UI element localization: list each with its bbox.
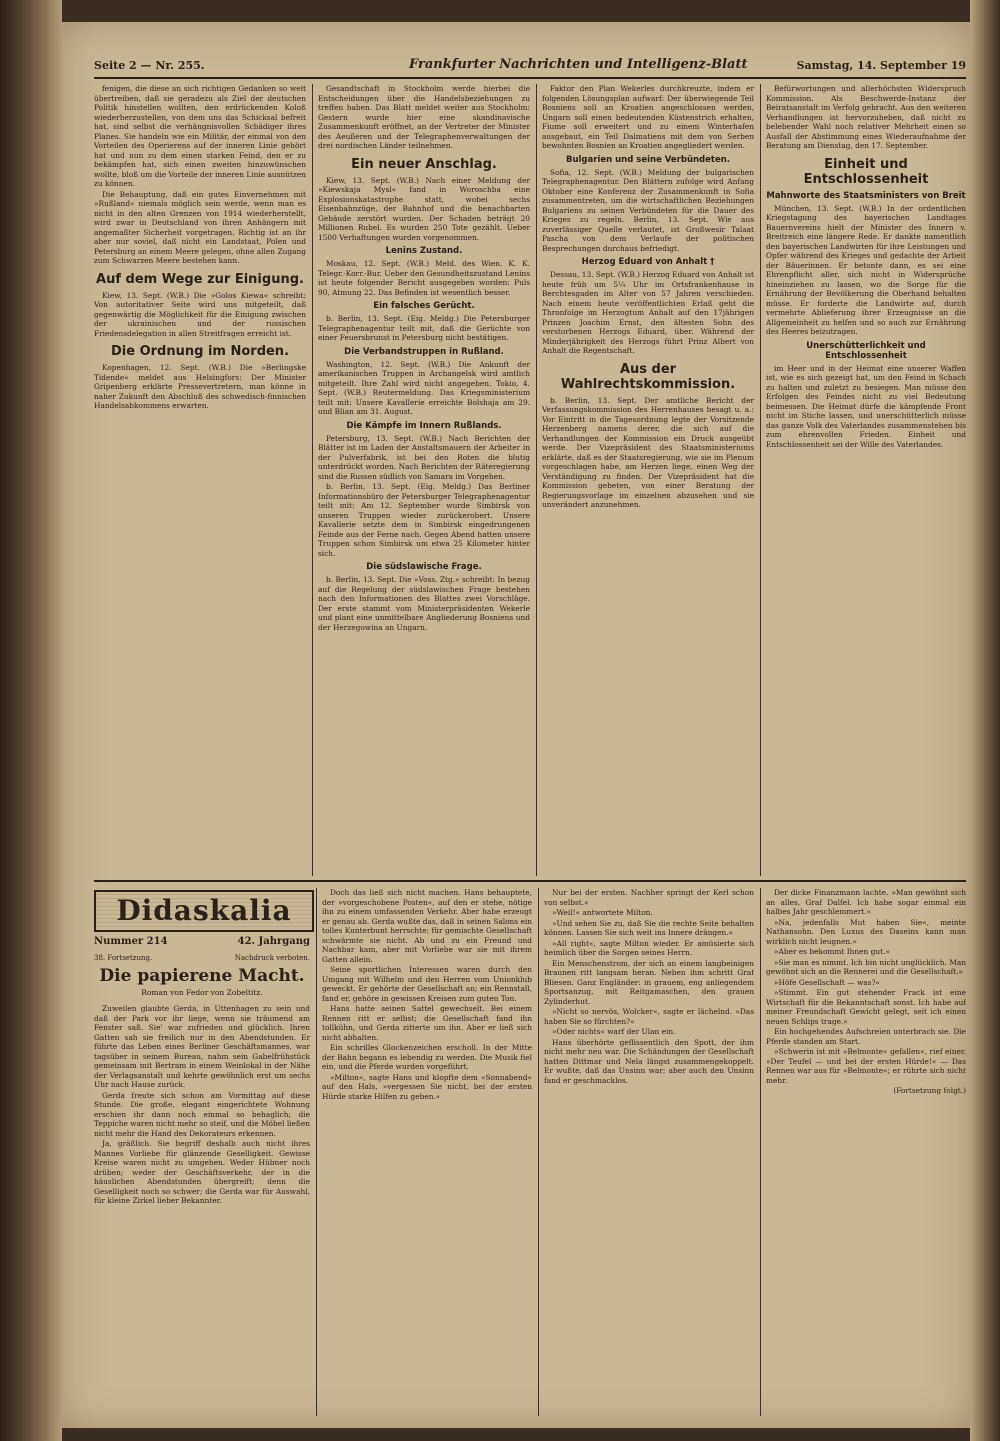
paragraph: »Und sehen Sie zu, daß Sie die rechte Seite behalten können. Lassen Sie sich weit ins Innere drängen.« xyxy=(544,918,754,937)
issue-number: Nummer 214 xyxy=(94,936,168,947)
paragraph: Faktor den Plan Wekerles durchkreuzte, indem er folgenden Lösungsplan aufwarf: Der überwiegende Teil Bosniens soll an Kroatien angeschlossen werden, Ungarn soll einen bedeutenden Küstenstrich erhalten, Fiume soll erweitert und zu einem Winterhafen ausgebaut, ein Teil Dalmatiens mit dem von Serben bewohnten Bosnien an Kroatien angegliedert werden. xyxy=(542,84,754,150)
column-1 xyxy=(94,84,306,876)
paragraph: Dessau, 13. Sept. (W.B.) Herzog Eduard von Anhalt ist heute früh um 5¼ Uhr im Ortsfrankenhause in Berchtesgaden im Alter von 57 Jahren verschieden. Nach einem heute veröffentlichten Erlaß geht die Thronfolge im Herzogtum Anhalt auf den 17jährigen Prinzen Joachim Ernst, den ältesten Sohn des verstorbenen Herzogs Eduard, über. Während der Minderjährigkeit des Herzogs führt Prinz Albert von Anhalt die Regentschaft. xyxy=(542,270,754,355)
paragraph: »Oder nichts« warf der Ulan ein. xyxy=(552,1027,676,1036)
novel-author: Roman von Fedor von Zobeltitz. xyxy=(141,988,263,997)
column-2 xyxy=(318,84,530,876)
headline-anschlag: Ein neuer Anschlag. xyxy=(351,156,497,172)
headline-einheit: Einheit und Entschlossenheit xyxy=(803,156,929,187)
paragraph: Ein schrilles Glockenzeichen erscholl. In der Mitte der Bahn begann es lebendig zu werden. Die Musik fiel ein, und die Pferde wurden vorgeführt. xyxy=(322,1043,532,1071)
paragraph: fenigen, die diese an sich richtigen Gedanken so weit übertreiben, daß sie geradezu als Ziel der deutschen Politik hinstellen wollten, den erdrückenden Koloß wiederherzustellen, von dem uns das Schicksal befreit hat, sind selbst die verhängnisvollen Schädiger ihres Planes. Sie handeln wie ein Militär, der einmal von den Vorteilen des Operierens auf der inneren Linie gehört hat und nun zu dem einen starken Feind, den er zu bekämpfen hat, sich einen zweiten hinzuwünschen wollte, bloß um die Vorteile der inneren Linie ausnützen zu können. xyxy=(94,84,306,188)
paragraph: Gerda freute sich schon am Vormittag auf diese Stunde. Die große, elegant eingerichtete Wohnung erschien ihr dann noch einmal so behaglich; die Teppiche waren nicht mehr so steif, und die Möbel ließen nicht mehr die Hand des Dekorateurs erkennen. xyxy=(94,1090,310,1138)
headline-herzog-eduard: Herzog Eduard von Anhalt † xyxy=(581,257,715,267)
page-edge xyxy=(970,0,1000,1441)
paragraph: Washington, 12. Sept. (W.B.) Die Ankunft der amerikanischen Truppen in Archangelsk wird amtlich mitgeteilt. Ihre Zahl wird nicht angegeben. Tokio, 4. Sept. (W.B.) Reutermeldung. Das Kriegsministerium teilt mit: Unsere Kavallerie erreichte Bolshaja am 29. und Blian am 31. August. xyxy=(318,359,530,416)
paragraph: Sofia, 12. Sept. (W.B.) Meldung der bulgarischen Telegraphenagentur. Den Blättern zufolge wird Anfang Oktober eine Konferenz der Zusammenkunft in Sofia zusammentreten, um die wirtschaftlichen Beziehungen Bulgariens zu seinen Verbündeten für die Dauer des Krieges zu regeln. Berlin, 13. Sept. Wie aus zuverlässiger Quelle verlautet, ist Großwesir Talaat Pascha von dem Verlaufe der politischen Besprechungen durchaus befriedigt. xyxy=(542,167,754,253)
paragraph: »Milton«, sagte Hans und klopfte dem »Sonnabend« auf den Hals, »vergessen Sie nicht, bei der ersten Hürde starke Hilfen zu geben.« xyxy=(322,1072,532,1101)
section-divider xyxy=(94,880,966,882)
paragraph: Hans hatte seinen Sattel gewechselt. Bei einem Rennen ritt er selbst; die Gesellschaft fand ihn tollkühn, und Gerda zitterte um ihn. Aber er ließ sich nicht abhalten. xyxy=(322,1004,532,1042)
paragraph: b. Berlin, 13. Sept. Der amtliche Bericht der Verfassungskommission des Herrenhauses besagt u. a.: Vor Eintritt in die Tagesordnung legte der Vorsitzende Herzenberg namens derer, die sich auf die Verhandlungen der Kommission ein Druck ausgeübt werde. Der Vizepräsident des Staatsministeriums erklärte, daß es der Staatsregierung, wie sie im Plenum vorgeschlagen habe, am Herzen liege, einen Weg der Verständigung zu finden. Der Vizepräsident hat die Kommission gebeten, von einer Beratung der Regierungsvorlage im einzelnen abzusehen und sie unverändert anzunehmen. xyxy=(542,395,754,509)
subheadline-mahnworte: Mahnworte des Staatsministers von Breit xyxy=(766,190,966,201)
headline-bulgarien: Bulgarien und seine Verbündeten. xyxy=(565,154,731,165)
paragraph: Seine sportlichen Interessen waren durch den Umgang mit Wilhelm und den Herren vom Unionklub geweckt. Er gehörte der Gesellschaft an; ein Rennstall, fand er, gehöre in gewissen Kreisen zum guten Ton. xyxy=(322,965,532,1003)
continuation-label: 38. Fortsetzung. xyxy=(94,954,153,962)
column-3 xyxy=(542,84,754,876)
column-divider xyxy=(760,84,761,876)
headline-kaempfe: Die Kämpfe im Innern Rußlands. xyxy=(346,420,502,431)
page-number: Seite 2 — Nr. 255. xyxy=(94,59,205,72)
column-4 xyxy=(766,84,966,876)
paragraph: »Aber es bekommt Ihnen gut.« xyxy=(774,947,890,956)
column-divider xyxy=(760,888,761,1416)
paragraph: Ein Menschenstrom, der sich an einem langbeinigen Braunen ritt langsam heran. Neben ihm schritt Graf Bliesen. Ganz Engländer: in grauem, eng anliegendem Sportsanzug, mit Reitgamaschen, den grauen Zylinderhut. xyxy=(544,958,754,1006)
paragraph: im Heer und in der Heimat eine unserer Waffen ist, wie es sich gezeigt hat, um den Feind in Schach zu halten und zuletzt zu besiegen. Man müsse den Erfolgen des Feindes nicht zu viel Bedeutung beimessen. Die Heimat dürfe die kämpfende Front nicht im Stiche lassen, und unerschütterlich müsse das ganze Volk des Vaterlandes zusammenstehen bis zum ehrenvollen Frieden. Einheit und Entschlossenheit sei der Wille des Vaterlandes. xyxy=(766,363,966,449)
column-6 xyxy=(322,888,532,1416)
issue-line xyxy=(94,936,310,947)
paragraph: Ja, gräßlich. Sie begriff deshalb auch nicht ihres Mannes Vorliebe für glänzende Geselligkeit. Gewisse Kreise waren nicht zu umgehen. Weder Hübner noch drüben; weder der Geschäftsverkehr, der in die häuslichen Abendstunden übergreift; denn die Geselligkeit noch so schwer; die Gerda war für Auswahl, für kleine Zirkel lieber Bekannter. xyxy=(94,1139,310,1205)
newspaper-title: Frankfurter Nachrichten und Intelligenz-Blatt xyxy=(409,57,748,72)
paragraph: Der dicke Finanzmann lachte. »Man gewöhnt sich an alles, Graf Dalfel. Ich habe sogar einmal ein halbes Jahr geschlemmert.« xyxy=(766,888,966,916)
paragraph: Zuweilen glaubte Gerda, in Uttenhagen zu sein und daß der Park vor ihr liege, wenn sie träumend am Fenster saß. Sie' war zufrieden und glücklich. Ihren Gatten sah sie freilich nur in den Abendstunden. Er führte das Leben eines Berliner Geschäftsmannes, war tagsüber in seinem Bureau, nahm sein Gabelfrühstück gemeinsam mit Bertram in einem Weinlokal in der Nähe der Verlagsanstalt und kehrte gewöhnlich erst um sechs Uhr nach Hause zurück. xyxy=(94,1004,310,1089)
paragraph: Kiew, 13. Sept. (W.B.) Nach einer Meldung der »Kiewskaja Mysl« fand in Woroschba eine Explosionskatastrophe statt, wobei sechs Eisenbahnzüge, der Bahnhof und die benachbarten Gebäude zerstört wurden. Der Schaden beträgt 20 Millionen Rubel. Es wurden 250 Tote gezählt. Ueber 1500 Verhaftungen wurden vorgenommen. xyxy=(318,175,530,242)
column-5 xyxy=(94,1004,310,1416)
headline-geruecht: Ein falsches Gerücht. xyxy=(373,301,475,311)
paragraph: »Höfe Gesellschaft — was?« xyxy=(774,977,880,987)
headline-verbandstruppen: Die Verbandstruppen in Rußland. xyxy=(344,346,504,357)
feuilleton-meta xyxy=(94,954,310,962)
continuation-notice: (Fortsetzung folgt.) xyxy=(893,1086,966,1095)
paragraph: Befürwortungen und allerhöchsten Widerspruch Kommission. Als Beschwerde-Instanz der Beiratsanstalt im Verfolg gebracht. Aus den weiteren Verhandlungen ist hervorzuheben, daß nicht zu belebender Wahl noch relativer Mehrheit einen so Ausfall der Abstimmung eines Wiederaufnahme der Beratung am Dienstag, den 17. September. xyxy=(766,84,966,150)
paragraph: »All right«, sagte Milton wieder. Er amüsierte sich heimlich über die Sorgen seines Herrn. xyxy=(544,938,754,957)
column-divider xyxy=(536,84,537,876)
paragraph: b. Berlin, 13. Sept. (Eig. Meldg.) Das Berliner Informationsbüro der Petersburger Telegraphenagentur teilt mit: Am 12. September wurde Simbirsk von unseren Truppen wieder zurückerobert. Unsere Kavallerie setzte dem in Simbirsk eingedrungenen Feinde aus der Ferne nach. Gegen Abend hatten unsere Truppen schon Simbirsk um etwa 25 Kilometer hinter sich. xyxy=(318,482,530,558)
page-header xyxy=(94,55,966,79)
column-divider xyxy=(538,888,539,1416)
paragraph: Ein hochgehendes Aufschreien unterbrach sie. Die Pferde standen am Start. xyxy=(766,1027,966,1046)
paragraph: »Na, jedenfalls Mut haben Sie«, meinte Nathansohn. Den Luxus des Daseins kann man wirklich nicht leugnen.« xyxy=(766,917,966,946)
didaskalia-masthead: Didaskalia xyxy=(94,890,314,932)
column-7 xyxy=(544,888,754,1416)
paragraph: b. Berlin, 13. Sept. (Eig. Meldg.) Die Petersburger Telegraphenagentur teilt mit, daß die Gerüchte von einer Feuersbrunst in Petersburg nicht bestätigen. xyxy=(318,314,530,342)
newspaper-page xyxy=(62,22,970,1428)
headline-suedslawisch: Die südslawische Frage. xyxy=(366,562,482,572)
paragraph: »Schwerin ist mit »Belmonte« gefallen«, rief einer. »Der Teufel — und bei der ersten Hürde!« — Das Rennen war aus für »Belmonte«; er rührte sich nicht mehr. xyxy=(766,1047,966,1085)
column-8 xyxy=(766,888,966,1416)
year-number: 42. Jahrgang xyxy=(237,936,310,947)
headline-unerschuetterlichkeit: Unerschütterlichkeit und Entschlossenheit xyxy=(806,340,926,361)
paragraph: »Sie man es nimmt. Ich bin nicht unglücklich. Man gewöhnt sich an die Rennerei und die Gesellschaft.« xyxy=(766,957,966,976)
paragraph: Doch das ließ sich nicht machen. Hans behauptete, der »vorgeschobene Posten«, auf den er stehe, nötige ihn zu einem umfassenden Verkehr. Aber habe erzeugt er genau ab. Gerda wußte das, daß in seinen Salons ein tolles Kunterbunt herrschte; für gemischte Gesellschaft schwärmte sie nicht. Ab und zu ein Freund und Nachbar kam, aber mit Vorliebe war sie mit ihrem Gatten allein. xyxy=(322,888,532,964)
novel-title: Die papierene Macht. xyxy=(99,966,305,986)
paragraph: Die Behauptung, daß ein gutes Einvernehmen mit »Rußland« niemals möglich sein werde, wenn man es nicht in den alten Grenzen von 1914 wiederherstellt, wird zwar in Deutschland von ihren Anhängern mit angemaßter Sicherheit vorgetragen. Richtig ist an ihr aber nur soviel, daß nicht ein Landstaat, Polen und Petersburg an einem Meere gelegen, ohne allen Zugang zum Schwarzen Meere bestehen kann. xyxy=(94,189,306,265)
headline-wahlrecht: Aus der Wahlrechtskommission. xyxy=(560,361,736,392)
paragraph: Nur bei der ersten. Nachher springt der Kerl schon von selbst.« xyxy=(544,888,754,907)
paragraph: »Stimmt. Ein gut stehender Frack ist eine Wirtschaft für die Bekanntschaft sonst. Ich habe auf meiner Freundschaft Gewicht gelegt, seit ich einen neuen Schlips trage.« xyxy=(766,988,966,1026)
paragraph: Moskau, 12. Sept. (W.B.) Meld. des Wien. K. K. Telegr.-Korr.-Bur. Ueber den Gesundheitszustand Lenins ist heute folgender Bericht ausgegeben worden: Puls 90, Atmung 22. Das Befinden ist wesentlich besser. xyxy=(318,259,530,297)
paragraph: Kiew, 13. Sept. (W.B.) Die »Golos Kiewa« schreibt: Von autoritativer Seite wird uns mitgeteilt, daß gegenwärtig die Möglichkeit für die Einigung zwischen der ukrainischen und der russischen Friedensdelegation in allen Streitfragen erreicht ist. xyxy=(94,290,306,338)
paragraph: Gesandtschaft in Stockholm werde hierbei die Entscheidungen über die Handelsbeziehungen zu treffen haben. Das Blatt meldet weiter aus Stockholm: Gestern wurde hier eine skandinavische Zusammenkunft eröffnet, an der Vertreter der Minister des Aeußeren und der Telegraphenverwaltungen der drei nordischen Länder teilnehmen. xyxy=(318,84,530,150)
headline-ordnung-norden: Die Ordnung im Norden. xyxy=(110,344,290,359)
paragraph: Kopenhagen, 12. Sept. (W.B.) Die »Berlingske Tidende« meldet aus Helsingfors: Der Minister Gripenberg erklärte Pressevertretern, man könne in naher Zukunft den Abschluß des schwedisch-finnischen Handelsabkommens erwarten. xyxy=(94,363,306,410)
headline-lenin: Lenins Zustand. xyxy=(385,246,463,256)
issue-date: Samstag, 14. September 19 xyxy=(796,59,966,72)
paragraph: b. Berlin, 13. Sept. Die »Voss. Ztg.« schreibt: In bezug auf die Regelung der südslawischen Frage bestehen nach den Informationen des Blattes zwei Vorschläge. Der erste stammt vom Ministerpräsidenten Wekerle und plant eine unmittelbare Angliederung Bosniens und der Herzegowina an Ungarn. xyxy=(318,575,530,632)
column-divider xyxy=(312,84,313,876)
feuilleton-head xyxy=(94,954,310,997)
rights-notice: Nachdruck verboten. xyxy=(234,954,310,962)
paragraph: »Nicht so nervös, Wolcker«, sagte er lächelnd. »Das haben Sie so fürchten?« xyxy=(544,1007,754,1026)
paragraph: Hans überhörte geflissentlich den Spott, der ihm nicht mehr neu war. Die Schändungen der Gesellschaft hatten Dittmar und Nela längst zusammengekoppelt. Er wußte, daß das Unsinn war; aber auch den Unsinn fand er geschmacklos. xyxy=(544,1037,754,1085)
paragraph: »Weil!« antwortete Milton. xyxy=(552,908,653,917)
book-spine xyxy=(0,0,62,1441)
headline-einigung: Auf dem Wege zur Einigung. xyxy=(96,271,304,287)
paragraph: Petersburg, 13. Sept. (W.B.) Nach Berichten der Blätter ist im Laden der Anstaltsmauern der Arbeiter in der Pulverfabrik, ist bei den Roten die blutig unterdrückt worden. Nach Berichten der Räteregierung sind die Russen südlich von Samara im Vorgehen. xyxy=(318,433,530,481)
paragraph: München, 13. Sept. (W.B.) In der ordentlichen Kriegstagung des bayerischen Landtages Bauernvereins hielt der Minister des Innern v. Breitreich eine längere Rede. Er dankte namentlich den bayerischen Landwirten für ihre Leistungen und Opfer während des Krieges und gedachte der Arbeit der Bäuerinnen. Er betonte dann, es sei eine Ehrenpflicht aller, sich nicht in Widersprüche hineinziehen zu lassen, wo die Sorge für die Ernährung der Bevölkerung die Oberhand behalten müsse. Er forderte die Landwirte auf, durch vermehrte Ablieferung ihrer Erzeugnisse an die Allgemeinheit zu helfen und so auch zur Ernährung des Heeres beizutragen. xyxy=(766,203,966,336)
column-divider xyxy=(316,888,317,1416)
